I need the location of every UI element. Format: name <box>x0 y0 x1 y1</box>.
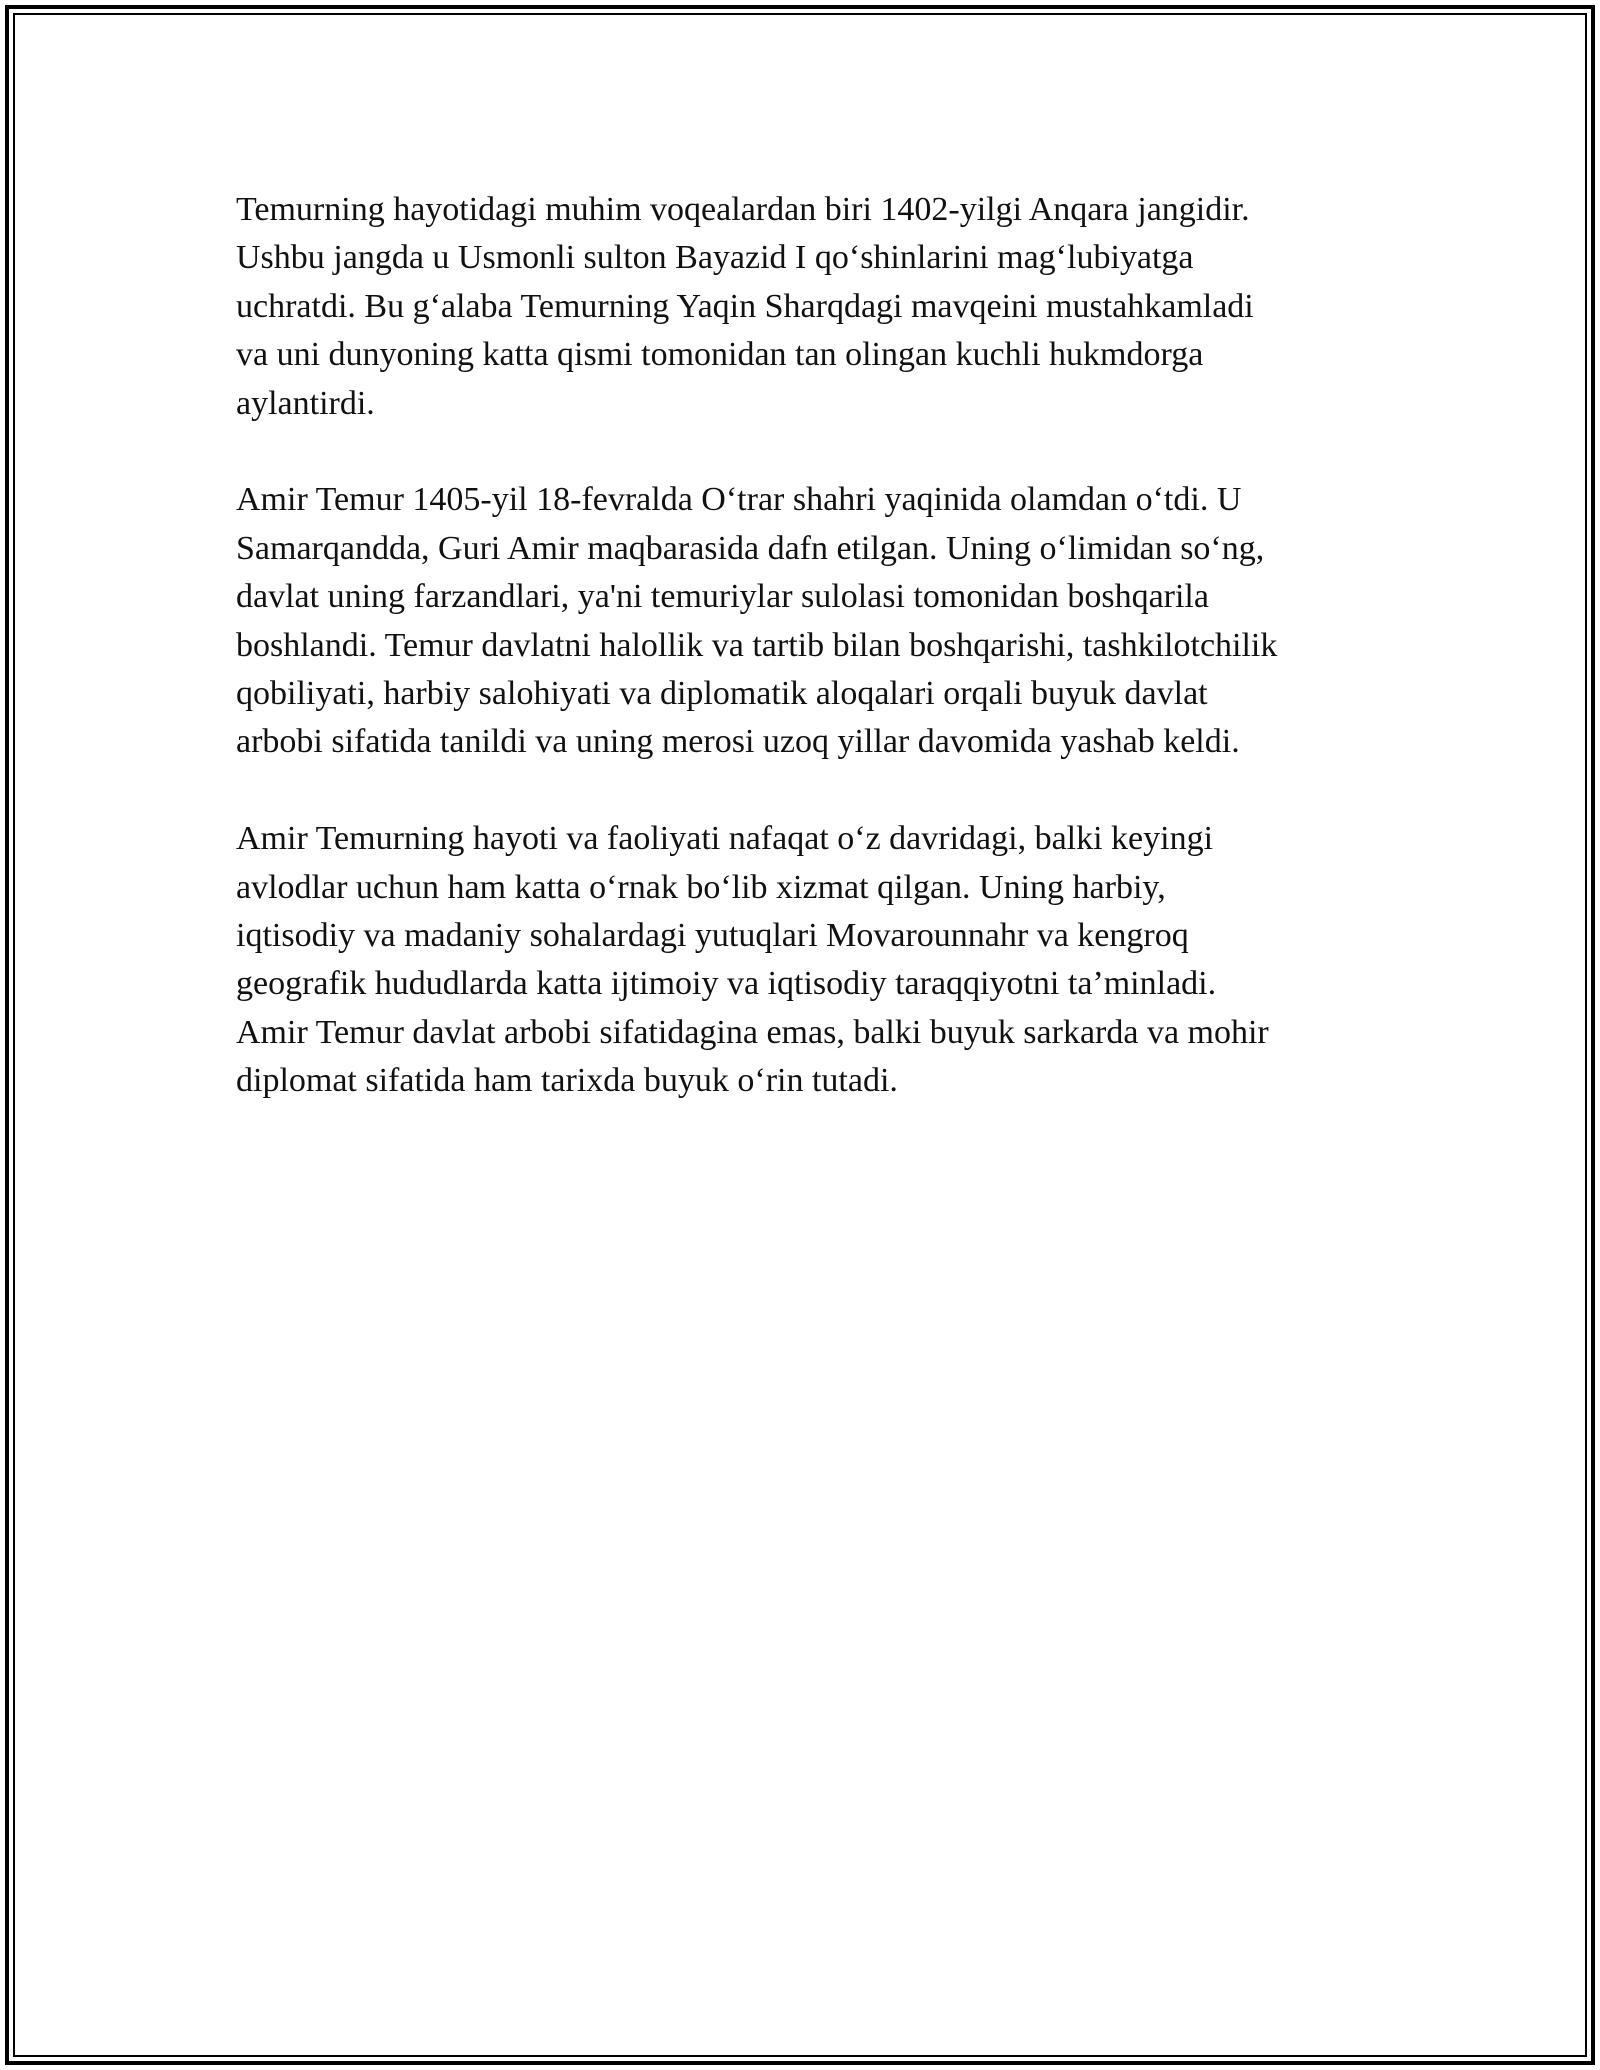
paragraph-line: Amir Temur 1405-yil 18-fevralda O‘trar shahri yaqinida olamdan o‘tdi. U <box>236 481 1242 519</box>
document-body <box>236 186 1406 1154</box>
paragraph-line: diplomat sifatida ham tarixda buyuk o‘rin tutadi. <box>236 1062 898 1100</box>
paragraph-line: iqtisodiy va madaniy sohalardagi yutuqlari Movarounnahr va kengroq <box>236 917 1189 955</box>
paragraph-line: Temurning hayotidagi muhim voqealardan biri 1402-yilgi Anqara jangidir. <box>236 191 1250 228</box>
paragraph-line: aylantirdi. <box>236 384 375 422</box>
paragraph-line: Amir Temurning hayoti va faoliyati nafaqat o‘z davridagi, balki keyingi <box>236 820 1214 858</box>
paragraph-line: qobiliyati, harbiy salohiyati va diplomatik aloqalari orqali buyuk davlat <box>236 675 1208 713</box>
paragraph-significance <box>236 815 1406 1105</box>
paragraph-ankara-battle <box>236 186 1406 428</box>
paragraph-line: Amir Temur davlat arbobi sifatidagina emas, balki buyuk sarkarda va mohir <box>236 1013 1269 1051</box>
paragraph-line: avlodlar uchun ham katta o‘rnak bo‘lib xizmat qilgan. Uning harbiy, <box>236 868 1166 906</box>
paragraph-line: uchratdi. Bu g‘alaba Temurning Yaqin Sharqdagi mavqeini mustahkamladi <box>236 287 1254 325</box>
paragraph-line: va uni dunyoning katta qismi tomonidan tan olingan kuchli hukmdorga <box>236 336 1204 374</box>
paragraph-line: Ushbu jangda u Usmonli sulton Bayazid I qo‘shinlarini mag‘lubiyatga <box>236 239 1194 277</box>
paragraph-death-and-legacy <box>236 476 1406 766</box>
paragraph-line: arbobi sifatida tanildi va uning merosi uzoq yillar davomida yashab keldi. <box>236 723 1240 761</box>
paragraph-line: boshlandi. Temur davlatni halollik va tartib bilan boshqarishi, tashkilotchilik <box>236 626 1278 664</box>
paragraph-line: davlat uning farzandlari, ya'ni temuriylar sulolasi tomonidan boshqarila <box>236 578 1209 616</box>
paragraph-line: geografik hududlarda katta ijtimoiy va iqtisodiy taraqqiyotni ta’minladi. <box>236 965 1217 1003</box>
paragraph-line: Samarqandda, Guri Amir maqbarasida dafn etilgan. Uning o‘limidan so‘ng, <box>236 529 1265 567</box>
